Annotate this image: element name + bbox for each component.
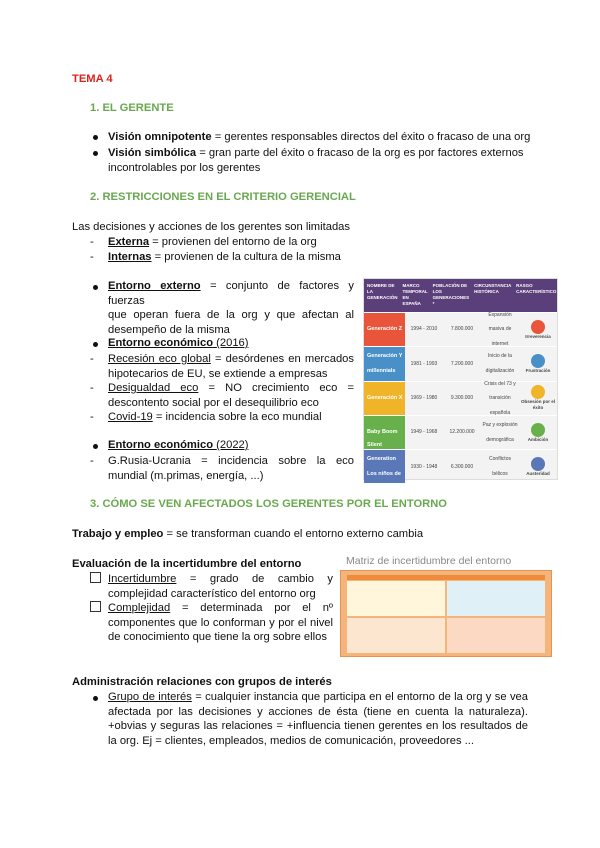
face-icon xyxy=(531,457,545,471)
face-icon xyxy=(531,423,545,437)
bullet-icon xyxy=(93,342,98,347)
recesion xyxy=(108,352,354,381)
generation-hist: Conflictos bélicos xyxy=(489,456,511,477)
generations-table xyxy=(363,278,558,492)
admin-title: Administración relaciones con grupos de interés xyxy=(72,676,332,688)
uncertainty-matrix-image xyxy=(340,570,552,657)
generation-hist: Paz y explosión demográfica xyxy=(482,422,518,443)
text: mundial (m.primas, energía, ...) xyxy=(108,469,264,482)
term: Recesión eco global xyxy=(108,353,211,365)
restriccion-externa xyxy=(108,235,317,250)
generation-pop: 7.800.000 xyxy=(450,326,474,333)
text: descontento social por el desequilibrio eco xyxy=(108,396,319,409)
year: (2016) xyxy=(216,337,249,349)
dash: - xyxy=(90,251,94,263)
dash: - xyxy=(90,411,94,423)
trait-label: Irreverencia xyxy=(525,333,551,339)
term: Externa xyxy=(108,236,150,248)
generation-name: Baby Boom xyxy=(364,416,405,449)
matrix-title: Matriz de incertidumbre del entorno xyxy=(346,555,512,567)
generation-trait xyxy=(519,382,557,415)
text: = cualquier instancia que participa en el entorno de la org y se vea xyxy=(191,691,528,703)
text: = provienen del entorno de la org xyxy=(149,236,317,248)
header-cell: NOMBRE DE LA GENERACIÓN xyxy=(367,283,398,300)
term: Covid-19 xyxy=(108,411,153,423)
bullet-icon xyxy=(93,285,98,290)
generation-name: Generación Y millennials xyxy=(364,347,405,380)
generation-name: Generación X xyxy=(364,382,405,415)
bullet-icon xyxy=(93,444,98,449)
text: G.Rusia-Ucrania = incidencia sobre la eco xyxy=(108,455,354,467)
restricciones-intro: Las decisiones y acciones de los gerentes son limitadas xyxy=(72,221,350,233)
incertidumbre xyxy=(108,572,333,601)
generation-name: Generation Los niños de la posguerra xyxy=(364,450,405,483)
entorno-economico-2016 xyxy=(108,336,249,351)
term: Incertidumbre xyxy=(108,573,177,585)
generation-pop: 9.300.000 xyxy=(450,394,474,401)
text: = provienen de la cultura de la misma xyxy=(151,251,341,263)
generation-row xyxy=(364,346,557,380)
trait-label: Ambición xyxy=(527,436,549,442)
text: = gerentes responsables directos del éxito o fracaso de una org xyxy=(211,131,531,143)
term: Complejidad xyxy=(108,602,171,614)
guerra-rusia-ucrania xyxy=(108,454,354,483)
bullet-icon xyxy=(93,135,98,140)
bullet-icon xyxy=(93,151,98,156)
dash: - xyxy=(90,236,94,248)
generation-hist: Expansión masiva de internet xyxy=(488,311,512,347)
text: que operan fuera de la org y que afectan al xyxy=(108,309,354,321)
face-icon xyxy=(531,354,545,368)
checkbox-icon xyxy=(90,572,105,587)
trabajo-empleo xyxy=(72,527,423,542)
vision-simbolica xyxy=(108,146,524,161)
section-2-heading: 2. RESTRICCIONES EN EL CRITERIO GERENCIAL xyxy=(90,191,356,203)
generations-table-body xyxy=(364,311,557,492)
term: Internas xyxy=(108,251,152,263)
grupo-interes xyxy=(108,690,528,748)
complejidad xyxy=(108,601,333,645)
term: Grupo de interés xyxy=(108,691,192,703)
dash: - xyxy=(90,353,94,365)
covid xyxy=(108,410,322,425)
restriccion-interna xyxy=(108,250,341,265)
generation-trait xyxy=(519,347,557,380)
text: hipotecarios de EU, se extiende a empresas xyxy=(108,367,328,380)
dash: - xyxy=(90,455,94,467)
trait-label: Frustración xyxy=(525,367,551,373)
term: Visión simbólica xyxy=(108,147,197,159)
text: la org. Ej = clientes, empleados, medios de comunicación, proveedores ... xyxy=(108,734,474,747)
generation-trait xyxy=(519,313,557,346)
header-cell: POBLACIÓN DE LOS GENERACIONES * xyxy=(432,283,470,306)
generation-years: 1930 - 1948 xyxy=(410,463,438,470)
text: = NO crecimiento eco = xyxy=(198,382,354,394)
text: = determinada por el nº xyxy=(170,602,333,614)
generation-pop: 12.200.000 xyxy=(449,429,475,436)
generation-years: 1981 - 1993 xyxy=(410,360,438,367)
trait-label: Austeridad xyxy=(526,470,550,476)
desigualdad xyxy=(108,381,354,410)
vision-omnipotente xyxy=(108,130,530,145)
term: Entorno externo xyxy=(108,280,201,292)
text: = desórdenes en mercados xyxy=(210,353,354,365)
trait-label: Obsesión por el éxito xyxy=(520,399,555,411)
generation-hist: Inicio de la digitalización xyxy=(485,353,515,374)
text: = se transforman cuando el entorno externo cambia xyxy=(163,528,424,540)
text: afectada por las decisiones y acciones de ésta (tiene en cuenta la naturaleza). xyxy=(108,705,528,718)
generation-trait xyxy=(519,450,557,483)
term: Visión omnipotente xyxy=(108,131,212,143)
text: = gran parte del éxito o fracaso de la org es por factores externos xyxy=(196,147,524,159)
entorno-economico-2022 xyxy=(108,438,249,453)
text: = incidencia sobre la eco mundial xyxy=(152,411,322,423)
generation-trait xyxy=(519,416,557,449)
face-icon xyxy=(531,320,545,334)
generation-years: 1994 - 2010 xyxy=(410,326,438,333)
term: Entorno económico xyxy=(108,337,217,349)
generation-years: 1969 - 1980 xyxy=(410,394,438,401)
page-title: TEMA 4 xyxy=(72,73,113,85)
entorno-externo xyxy=(108,279,354,337)
generation-row xyxy=(364,449,557,492)
generation-hist: Crisis del 73 y transición española xyxy=(484,380,516,416)
text: = conjunto de factores y fuerzas xyxy=(108,280,354,307)
generation-name: Generación Z xyxy=(364,313,405,346)
section-1-heading: 1. EL GERENTE xyxy=(90,102,174,114)
dash: - xyxy=(90,382,94,394)
bullet-icon xyxy=(93,696,98,701)
header-cell: MARCO TEMPORAL EN ESPAÑA xyxy=(402,283,428,306)
header-cell: RASGO CARACTERÍSTICO xyxy=(516,283,557,294)
vision-simbolica-cont: incontrolables por los gerentes xyxy=(108,162,261,174)
generation-years: 1949 - 1968 xyxy=(410,429,438,436)
text: desempeño de la misma xyxy=(108,323,230,336)
text: de conocimiento que tiene la org sobre ellos xyxy=(108,631,327,643)
generations-table-header xyxy=(364,279,557,312)
text: = grado de cambio y xyxy=(176,573,333,585)
checkbox-icon xyxy=(90,601,105,616)
text: componentes que lo conforman y por el nivel xyxy=(108,616,333,629)
generation-pop: 7.200.000 xyxy=(450,360,474,367)
year: (2022) xyxy=(216,439,249,451)
term: Desigualdad eco xyxy=(108,382,199,394)
term: Trabajo y empleo xyxy=(72,528,164,540)
text: complejidad característico del entorno org xyxy=(108,587,316,600)
evaluacion-title: Evaluación de la incertidumbre del entorno xyxy=(72,558,302,570)
generation-pop: 6.300.000 xyxy=(450,463,474,470)
section-3-heading: 3. CÓMO SE VEN AFECTADOS LOS GERENTES POR EL ENTORNO xyxy=(90,498,448,510)
term: Entorno económico xyxy=(108,439,217,451)
header-cell: CIRCUNSTANCIA HISTÓRICA xyxy=(474,283,512,294)
text: +obvias y seguras las relaciones = +influencia tienen gerentes en los resultados de xyxy=(108,720,528,732)
generation-row xyxy=(364,381,557,415)
face-icon xyxy=(531,385,545,399)
generation-row xyxy=(364,312,557,346)
